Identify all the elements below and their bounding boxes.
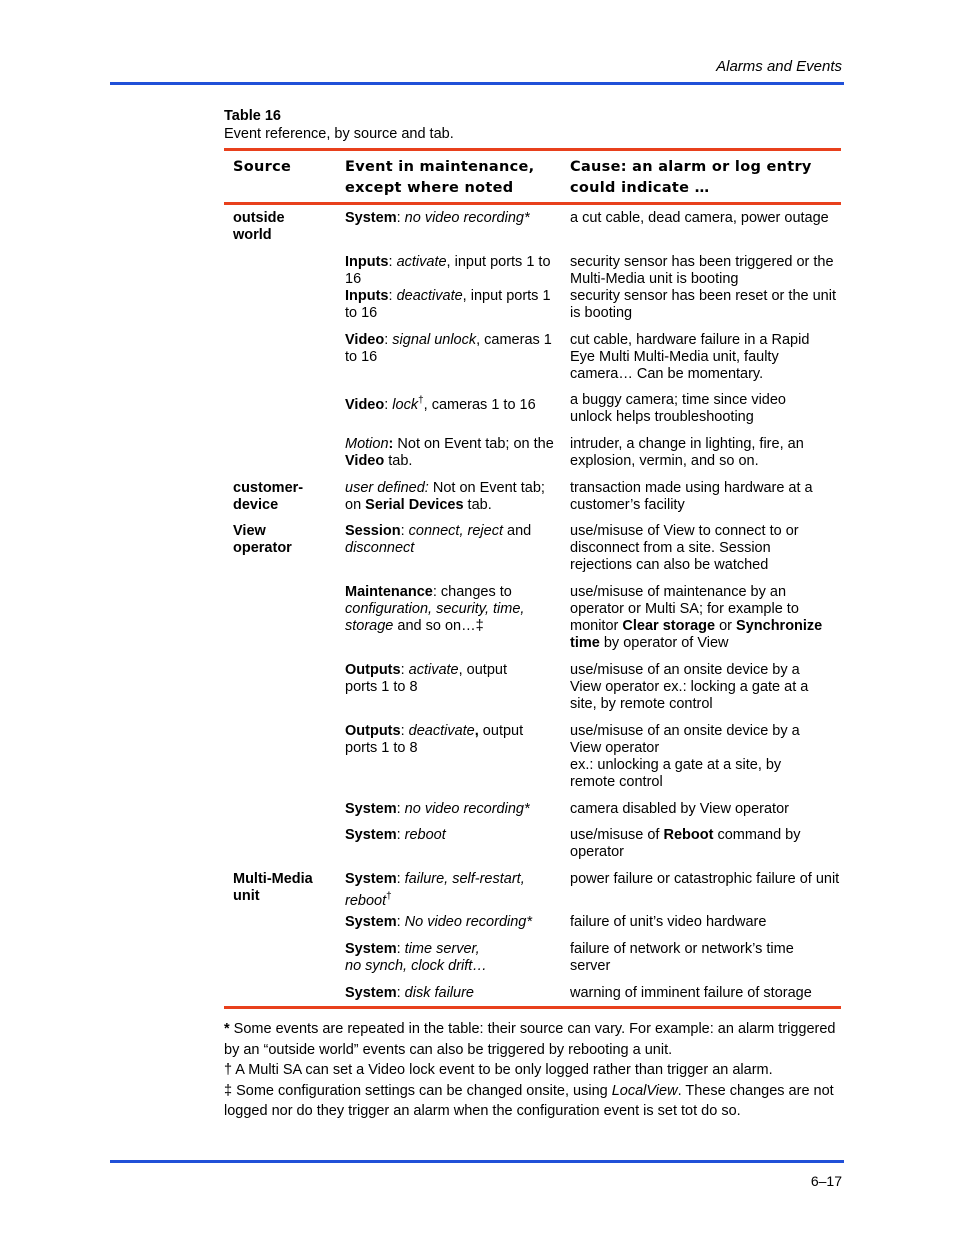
table-row-event: Session: connect, reject and disconnect [345, 523, 532, 556]
running-header: Alarms and Events [716, 58, 842, 75]
footnote-star: * Some events are repeated in the table: their source can vary. For example: an alarm triggered by an “outside world” events can also be triggered by rebooting a unit. [224, 1021, 836, 1058]
table-row-cause: transaction made using hardware at a customer’s facility [570, 480, 813, 513]
source-outside-world: outside world [233, 210, 285, 243]
column-header-event: Event in maintenance, except where noted [345, 159, 535, 196]
column-header-source: Source [233, 159, 292, 175]
table-row-event: Video: lock†, cameras 1 to 16 [345, 395, 536, 413]
source-view-operator: View operator [233, 523, 292, 556]
table-top-rule [224, 148, 841, 151]
table-row-cause: use/misuse of Reboot command by operator [570, 827, 801, 860]
table-row-cause: use/misuse of an onsite device by a View operator ex.: unlocking a gate at a site, by remote control [570, 723, 800, 790]
table-caption [224, 107, 454, 143]
table-row-event: System: No video recording* [345, 914, 533, 930]
table-row-event: System: no video recording* [345, 210, 530, 226]
table-row-cause: power failure or catastrophic failure of unit [570, 871, 840, 887]
table-row-event: System: no video recording* [345, 801, 530, 817]
table-row-event: user defined: Not on Event tab; on Serial Devices tab. [345, 480, 545, 513]
source-customer-device: customer-device [233, 480, 304, 513]
table-row-event: System: reboot [345, 827, 446, 843]
table-row-event: System: disk failure [345, 985, 474, 1001]
footnote-double-dagger: ‡ Some configuration settings can be changed onsite, using LocalView. These changes are not logged nor do they trigger an alarm when the configuration event is set tot do so. [224, 1082, 834, 1119]
table-row-cause: use/misuse of View to connect to or disconnect from a site. Session rejections can also be watched [570, 523, 799, 573]
table-row-event: Inputs: activate, input ports 1 to 16 Inputs: deactivate, input ports 1 to 16 [345, 254, 551, 321]
footer-rule [110, 1160, 844, 1163]
table-row-cause: a buggy camera; time since video unlock helps troubleshooting [570, 392, 786, 425]
table-row-cause: warning of imminent failure of storage [570, 985, 812, 1001]
footnote-dagger: † A Multi SA can set a Video lock event to be only logged rather than trigger an alarm. [224, 1062, 773, 1078]
table-header-rule [224, 202, 841, 205]
column-header-cause: Cause: an alarm or log entry could indicate … [570, 159, 812, 196]
table-row-cause: failure of unit’s video hardware [570, 914, 767, 930]
footnotes [224, 1019, 844, 1122]
table-row-event: Video: signal unlock, cameras 1 to 16 [345, 332, 552, 365]
table-row-event: Outputs: deactivate, output ports 1 to 8 [345, 723, 524, 756]
table-number: Table 16 [224, 108, 281, 124]
table-row-event: Maintenance: changes to configuration, security, time, storage and so on…‡ [345, 584, 525, 634]
table-row-cause: use/misuse of maintenance by an operator or Multi SA; for example to monitor Clear storage or Synchronize time by operator of View [570, 584, 823, 651]
source-multimedia-unit: Multi-Media unit [233, 871, 313, 904]
table-row-cause: a cut cable, dead camera, power outage [570, 210, 829, 226]
table-row-event: Motion: Not on Event tab; on the Video tab. [345, 436, 554, 469]
table-row-event: Outputs: activate, output ports 1 to 8 [345, 662, 507, 695]
page-number: 6–17 [810, 1173, 842, 1189]
table-row-cause: use/misuse of an onsite device by a View operator ex.: locking a gate at a site, by remote control [570, 662, 809, 712]
table-row-cause: security sensor has been triggered or the Multi-Media unit is booting security sensor has been reset or the unit is booting [570, 254, 836, 321]
table-row-cause: failure of network or network’s time server [570, 941, 794, 974]
table-bottom-rule [224, 1006, 841, 1009]
table-row-event: System: time server, no synch, clock drift… [345, 941, 487, 974]
table-row-cause: intruder, a change in lighting, fire, an explosion, vermin, and so on. [570, 436, 804, 469]
table-row-cause: camera disabled by View operator [570, 801, 789, 817]
table-description: Event reference, by source and tab. [224, 126, 454, 142]
header-rule [110, 82, 844, 85]
table-row-event: System: failure, self-restart, reboot† [345, 871, 525, 909]
table-row-cause: cut cable, hardware failure in a Rapid Eye Multi Multi-Media unit, faulty camera… Can be momentary. [570, 332, 810, 382]
